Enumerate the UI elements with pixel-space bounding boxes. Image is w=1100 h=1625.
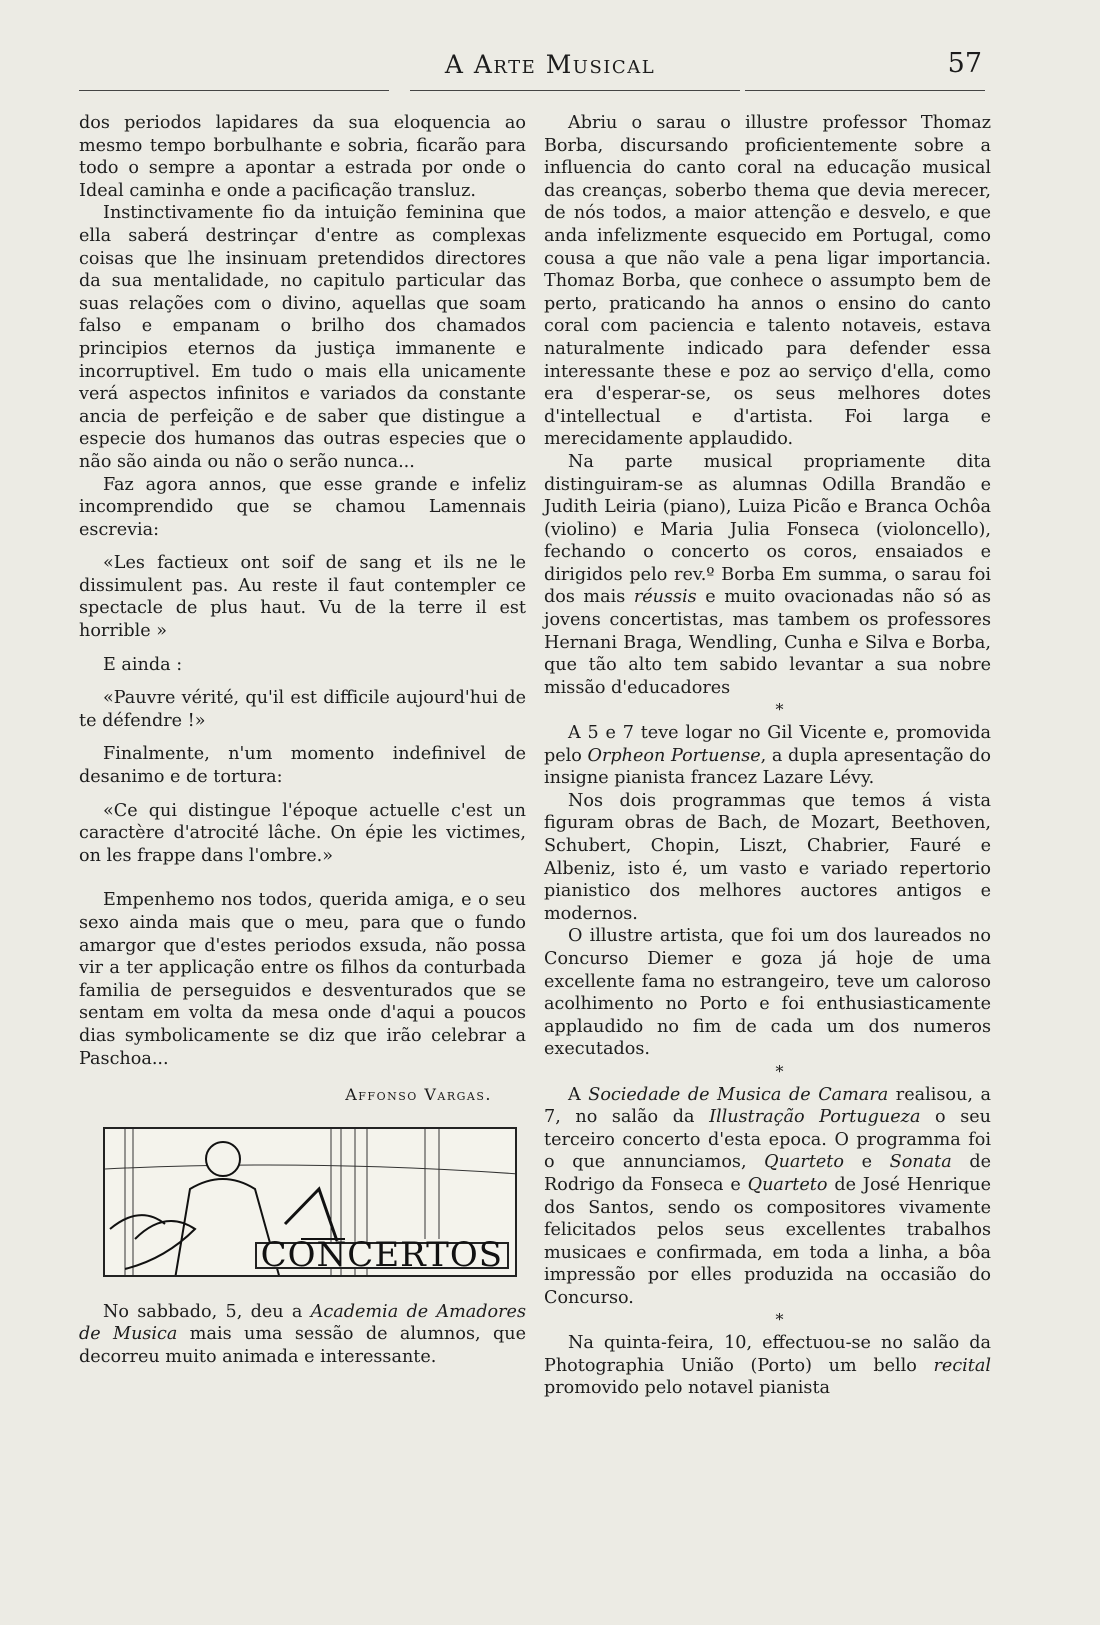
left-column [79,112,526,1369]
header-rule-right [745,90,985,91]
text-run: , a dupla apresentação do insigne pianista francez Lazare Lévy. [544,745,991,789]
quotation: «Ce qui distingue l'époque actuelle c'est un caractère d'atrocité lâche. On épie les victimes, on les frappe dans l'ombre.» [79,800,526,866]
paragraph: dos periodos lapidares da sua eloquencia ao mesmo tempo borbulhante e sobria, ficarão para todo o sempre a apontar a estrada por onde o Ideal caminha e onde a pacificação transluz. [79,113,526,201]
italic-run: Illustração Portugueza [709,1107,921,1128]
italic-run: Academia de Amadores de Musica [79,1301,526,1345]
paragraph: Nos dois programmas que temos á vista figuram obras de Bach, de Mozart, Beethoven, Schubert, Chopin, Liszt, Chabrier, Fauré e Albeniz, isto é, um vasto e variado repertorio pianistico dos melhores auctores antigos e modernos. [544,790,991,924]
italic-run: Quarteto [747,1174,828,1195]
text-run: e muito ovacionadas não só as jovens concertistas, mas tambem os professores Hernani Braga, Wendling, Cunha e Silva e Borba, que tão alto tem sabido levantar a sua nobre missão d'educadores [544,587,991,698]
text-run: de Rodrigo da Fonseca e [544,1152,991,1195]
italic-run: Sonata [889,1152,952,1173]
italic-run: Sociedade de Musica de Camara [588,1084,889,1105]
quotation: «Les factieux ont soif de sang et ils ne le dissimulent pas. Au reste il faut contempler ce spectacle de plus haut. Vu de la terre il est horrible » [79,553,526,642]
text-run: A 5 e 7 teve logar no Gil Vicente e, promovida pelo [544,723,991,766]
paragraph: Finalmente, n'um momento indefinivel de desanimo e de tortura: [79,744,526,788]
author-signature: Affonso Vargas. [345,1085,492,1105]
text-run: de José Henrique dos Santos, sendo os compositores vivamente felicitados pelos seus excellentes trabalhos musicaes e confirmada, em toda a linha, a bôa impressão por elles produzida na occasião do Concurso. [544,1174,991,1308]
paragraph: Faz agora annos, que esse grande e infeliz incomprendido que se chamou Lamennais escrevia: [79,474,526,540]
paragraph: E ainda : [103,654,183,675]
italic-run: réussis [633,587,697,608]
vignette-label: CONCERTOS [255,1242,509,1269]
paragraph: Instinctivamente fio da intuição feminina que ella saberá destrinçar d'entre as complexas coisas que lhe insinuam pretendidos directores da sua mentalidade, no capitulo particular das suas relações com o divino, aquellas que soam falso e empanam o brilho dos chamados principios eternos da justiça immanente e incorruptivel. Em tudo o mais ella unicamente verá aspectos infinitos e variados da constante ancia de perfeição e de saber que distingue a especie dos humanos das outras especies que o não são ainda ou não o serão nunca... [79,203,526,472]
text-run: A [568,1084,589,1105]
text-run: promovido pelo notavel pianista [544,1378,831,1399]
page-number: 57 [947,48,982,79]
paragraph [544,722,991,790]
text-run: e [843,1152,890,1173]
paragraph: O illustre artista, que foi um dos laureados no Concurso Diemer e goza já hoje de uma excellente fama no estrangeiro, teve um caloroso acolhimento no Porto e foi enthusiasticamente applaudido no fim de cada um dos numeros executados. [544,926,991,1060]
italic-run: Orpheon Portuense [587,745,761,766]
italic-run: Quarteto [764,1152,844,1173]
text-run: mais uma sessão de alumnos, que decorreu muito animada e interessante. [79,1324,526,1367]
page-header [0,40,1100,100]
paragraph [544,1332,991,1400]
paragraph [79,1301,526,1369]
italic-run: recital [933,1355,991,1376]
paragraph: Abriu o sarau o illustre professor Thomaz Borba, discursando proficientemente sobre a influencia do canto coral na educação musical das creanças, soberbo thema que devia merecer, de nós todos, a maior attenção e desvelo, e que anda infelizmente esquecido em Portugal, como cousa a que não vale a pena ligar importancia. Thomaz Borba, que conhece o assumpto bem de perto, praticando ha annos o ensino do canto coral com paciencia e talento notaveis, estava naturalmente indicado para defender essa interessante these e poz ao serviço d'ella, como era d'esperar-se, os seus melhores dotes d'intellectual e d'artista. Foi larga e merecidamente applaudido. [544,113,991,450]
running-title: A Arte Musical [444,50,656,79]
text-run: No sabbado, 5, deu a [103,1301,311,1322]
section-asterisk: * [775,700,784,720]
header-rule-left [79,90,389,91]
paragraph: Empenhemo nos todos, querida amiga, e o seu sexo ainda mais que o meu, para que o fundo amargor que d'estes periodos exsuda, não possa vir a ter applicação entre os filhos da conturbada familia de perseguidos e desventurados que se sentam em volta da mesa onde d'aqui a poucos dias symbolicamente se diz que irão celebrar a Paschoa... [79,890,526,1069]
text-run: Na quinta-feira, 10, effectuou-se no salão da Photographia União (Porto) um bello [544,1333,991,1376]
text-run: Na parte musical propriamente dita distinguiram-se as alumnas Odilla Brandão e Judith Leiria (piano), Luiza Picão e Branca Ochôa (violino) e Maria Julia Fonseca (violoncello), fechando o concerto os coros, ensaiados e dirigidos pelo rev.º Borba Em summa, o sarau foi dos mais [544,451,991,608]
quotation: «Pauvre vérité, qu'il est difficile aujourd'hui de te défendre !» [79,688,526,731]
paragraph [544,1084,991,1310]
text-run: realisou, a 7, no salão da [544,1084,991,1128]
section-asterisk: * [775,1310,784,1330]
text-run: o seu terceiro concerto d'esta epoca. O programma foi o que annunciamos, [544,1107,991,1173]
right-column [544,112,991,1400]
concertos-vignette [103,1127,517,1277]
header-rule-center [410,90,740,91]
section-asterisk: * [775,1061,784,1081]
paragraph [544,451,991,700]
